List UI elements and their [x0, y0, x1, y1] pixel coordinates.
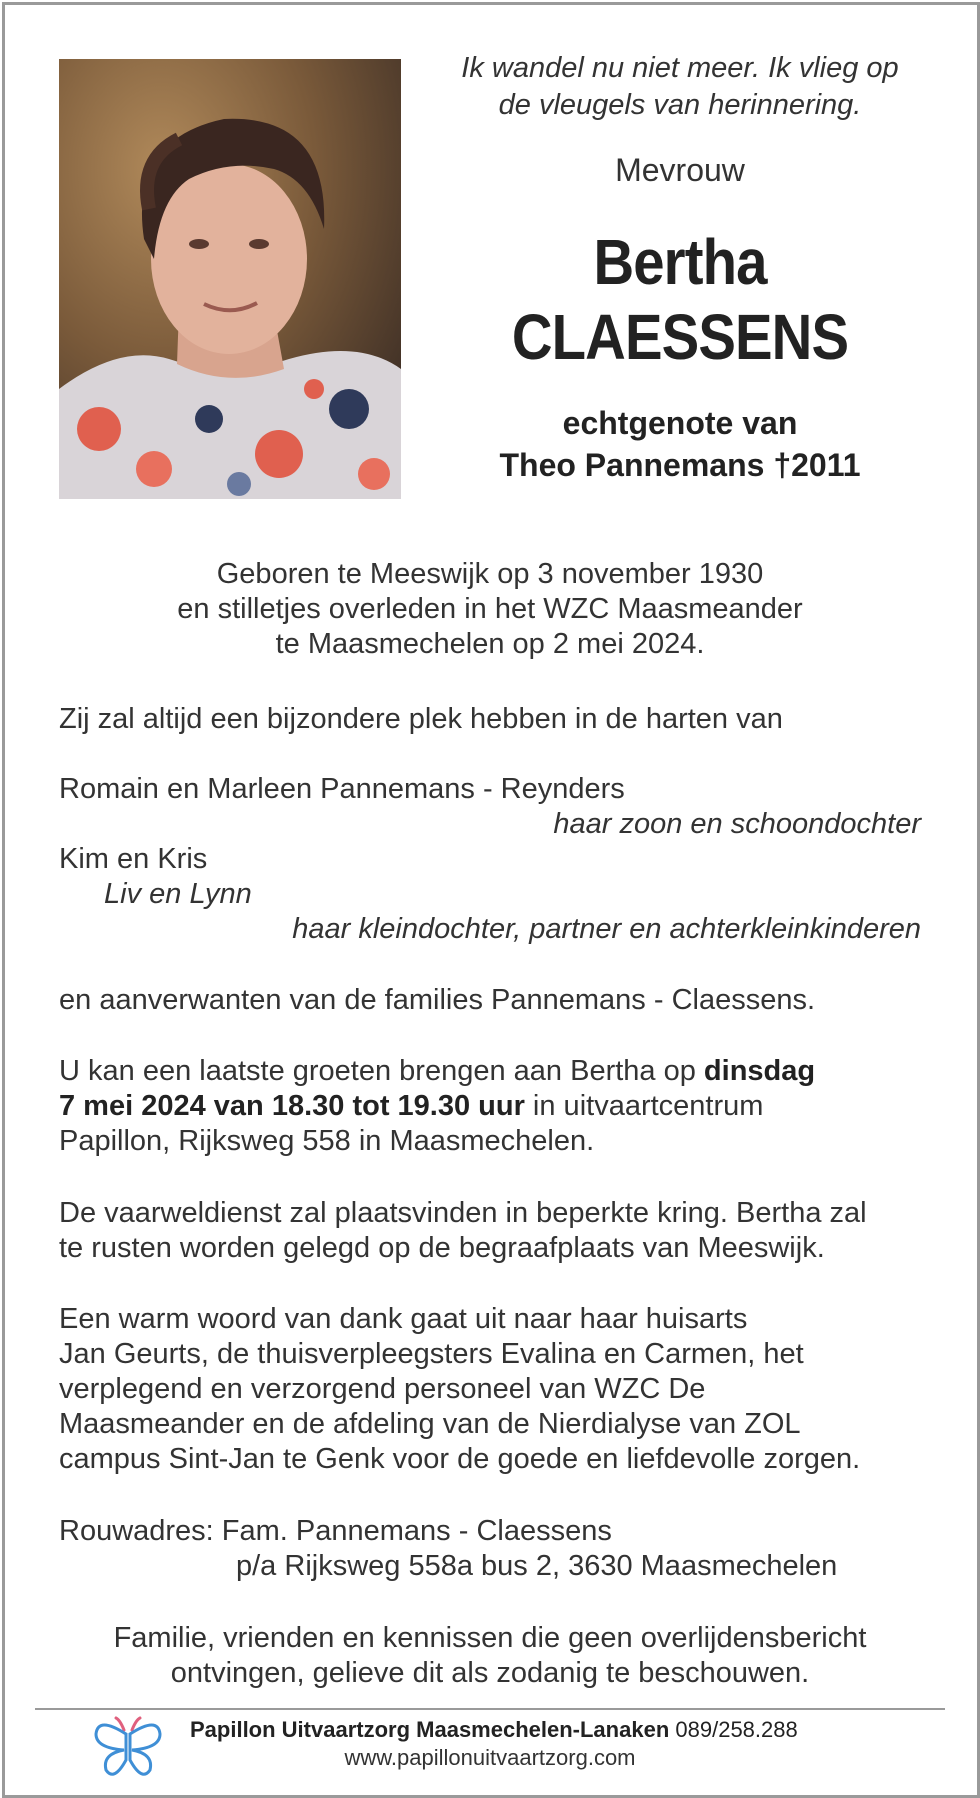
family-grandchild: Kim en Kris — [59, 843, 208, 875]
text-line: Geboren te Meeswijk op 3 november 1930 — [216, 558, 764, 590]
spouse-info — [430, 402, 930, 486]
quote-line: Ik wandel nu niet meer. Ik vlieg op — [461, 52, 899, 84]
funeral-home-phone: 089/258.288 — [675, 1717, 798, 1742]
portrait-photo — [59, 59, 401, 499]
salutation: Mevrouw — [615, 152, 745, 188]
visit-location: Papillon, Rijksweg 558 in Maasmechelen. — [59, 1125, 595, 1157]
text-line: verplegend en verzorgend personeel van WZC De — [59, 1373, 706, 1405]
visit-text: in uitvaartcentrum — [524, 1090, 764, 1122]
birth-death-info — [59, 557, 921, 662]
text-line: Een warm woord van dank gaat uit naar haar huisarts — [59, 1303, 748, 1335]
funeral-home-name: Papillon Uitvaartzorg Maasmechelen-Lanaken — [190, 1717, 670, 1742]
text-line: campus Sint-Jan te Genk voor de goede en liefdevolle zorgen. — [59, 1443, 861, 1475]
text-line: Jan Geurts, de thuisverpleegsters Evalina en Carmen, het — [59, 1338, 804, 1370]
family-son: Romain en Marleen Pannemans - Reynders — [59, 773, 625, 805]
visit-day: dinsdag — [703, 1055, 816, 1087]
family-greatgrandchildren: Liv en Lynn — [104, 878, 252, 910]
quote-line: de vleugels van herinnering. — [498, 89, 862, 121]
service-info — [59, 1196, 921, 1266]
text-line: Maasmeander en de afdeling van de Nierdialyse van ZOL — [59, 1408, 801, 1440]
hearts-line: Zij zal altijd een bijzondere plek hebben in de harten van — [59, 703, 783, 735]
deceased-first-name: Bertha — [593, 226, 767, 298]
spouse-label: echtgenote van — [562, 405, 798, 441]
text-line: Familie, vrienden en kennissen die geen overlijdensbericht — [113, 1622, 867, 1654]
text-line: en stilletjes overleden in het WZC Maasmeander — [177, 593, 803, 625]
relatives-line: en aanverwanten van de families Pannemans - Claessens. — [59, 984, 816, 1016]
spouse-name: Theo Pannemans †2011 — [499, 447, 861, 483]
text-line: De vaarweldienst zal plaatsvinden in beperkte kring. Bertha zal — [59, 1197, 867, 1229]
mourning-address: Rouwadres: Fam. Pannemans - Claessens — [59, 1515, 612, 1547]
portrait-illustration — [59, 59, 401, 499]
thanks-info — [59, 1302, 921, 1477]
text-line: ontvingen, gelieve dit als zodanig te beschouwen. — [170, 1657, 810, 1689]
footer-company-line — [190, 1717, 798, 1743]
family-son-role: haar zoon en schoondochter — [553, 808, 921, 840]
text-line: te rusten worden gelegd op de begraafplaats van Meeswijk. — [59, 1232, 825, 1264]
closing-note — [59, 1621, 921, 1691]
visit-text: U kan een laatste groeten brengen aan Bertha op — [59, 1055, 704, 1087]
mourning-address-line2: p/a Rijksweg 558a bus 2, 3630 Maasmechelen — [236, 1550, 838, 1582]
visit-datetime: 7 mei 2024 van 18.30 tot 19.30 uur — [59, 1090, 525, 1122]
deceased-last-name: CLAESSENS — [511, 301, 849, 373]
text-line: te Maasmechelen op 2 mei 2024. — [275, 628, 705, 660]
funeral-home-website[interactable]: www.papillonuitvaartzorg.com — [344, 1745, 636, 1770]
footer-divider — [35, 1708, 945, 1710]
memorial-quote — [430, 50, 930, 124]
family-grandchild-role: haar kleindochter, partner en achterkleinkinderen — [292, 913, 921, 945]
visitation-info — [59, 1054, 921, 1159]
butterfly-logo-icon — [92, 1712, 164, 1782]
